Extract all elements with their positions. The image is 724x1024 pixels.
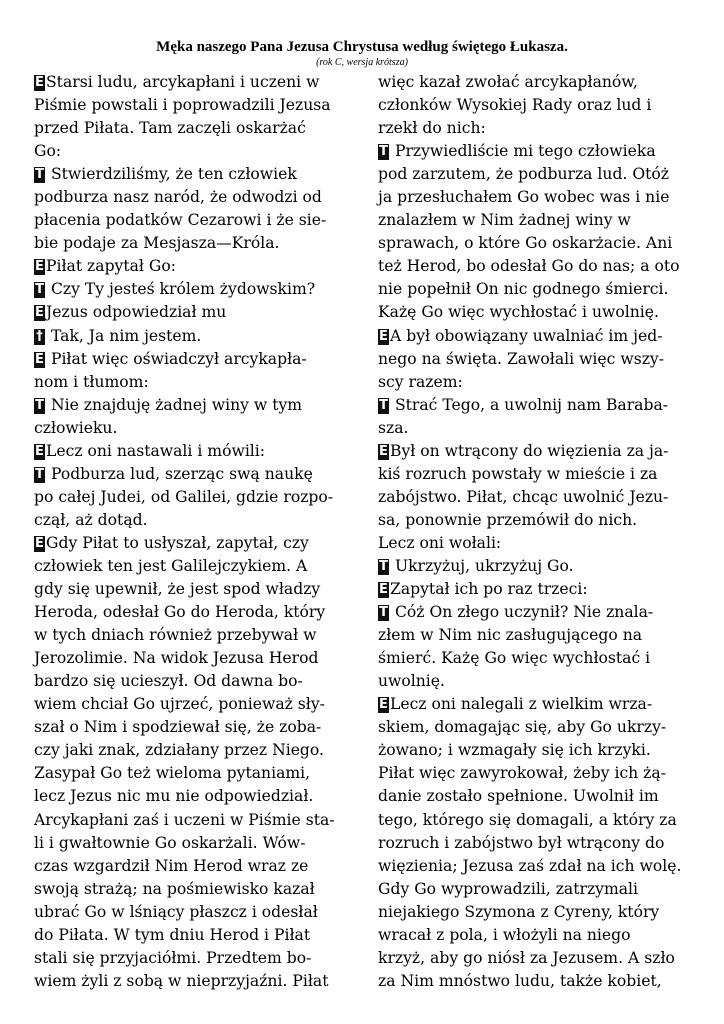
line-text: czy jaki znak, zdziałany przez Niego.	[34, 741, 324, 760]
text-line	[378, 578, 696, 601]
line-text: Lecz oni wołali:	[378, 533, 502, 552]
text-line	[34, 278, 352, 301]
line-text: Zapytał ich po raz trzeci:	[390, 580, 588, 599]
line-text: żowano; i wzmagały się ich krzyki.	[378, 741, 651, 760]
line-text: Tak, Ja nim jestem.	[46, 326, 202, 345]
line-text: Każę Go więc wychłostać i uwolnię.	[378, 303, 659, 322]
text-line	[34, 463, 352, 486]
line-text: Strać Tego, a uwolnij nam Baraba-	[390, 395, 669, 414]
text-line	[34, 670, 352, 693]
text-line	[378, 809, 696, 832]
line-text: wiem chciał Go ujrzeć, ponieważ sły-	[34, 695, 325, 714]
text-line	[378, 71, 696, 94]
text-line	[378, 624, 696, 647]
text-line	[378, 855, 696, 878]
line-text: tego, którego się domagali, a który za	[378, 810, 677, 829]
text-column-right	[378, 71, 696, 993]
line-text: Starsi ludu, arcykapłani i uczeni w	[46, 73, 320, 91]
line-text: więc kazał zwołać arcykapłanów,	[378, 73, 638, 91]
line-text: znalazłem w Nim żadnej winy w	[378, 211, 631, 230]
line-text: wracał z pola, i włożyli na niego	[378, 925, 631, 944]
text-line	[378, 532, 696, 555]
line-text: sza.	[378, 418, 409, 437]
line-text: nego na święta. Zawołali więc wszy-	[378, 349, 664, 368]
text-line	[34, 417, 352, 440]
text-line	[378, 601, 696, 624]
line-text: li i gwałtownie Go oskarżali. Wów-	[34, 833, 306, 852]
line-text: Heroda, odesłał Go do Heroda, który	[34, 603, 326, 622]
text-line	[378, 301, 696, 324]
line-text: ubrać Go w lśniący płaszcz i odesłał	[34, 902, 318, 921]
text-line	[378, 186, 696, 209]
line-text: Cóż On złego uczynił? Nie znala-	[390, 603, 654, 622]
line-text: scy razem:	[378, 372, 463, 391]
text-line	[34, 163, 352, 186]
speaker-marker: E	[379, 443, 388, 459]
speaker-marker: T	[379, 605, 388, 621]
line-text: Piłat zapytał Go:	[46, 257, 177, 276]
speaker-marker: T	[35, 282, 44, 298]
line-text: nom i tłumom:	[34, 372, 149, 391]
speaker-marker: T	[35, 466, 44, 482]
text-line	[34, 785, 352, 808]
text-line	[378, 647, 696, 670]
line-text: Lecz oni nastawali i mówili:	[46, 441, 266, 460]
speaker-marker: T	[379, 144, 388, 160]
speaker-marker: E	[35, 259, 44, 275]
text-line	[34, 486, 352, 509]
line-text: śmierć. Każę Go więc wychłostać i	[378, 649, 651, 668]
text-line	[378, 670, 696, 693]
line-text: czas wzgardził Nim Herod wraz ze	[34, 856, 309, 875]
text-line	[378, 832, 696, 855]
line-text: kiś rozruch powstały w mieście i za	[378, 464, 658, 483]
line-text: swoją strażą; na pośmiewisko kazał	[34, 879, 315, 898]
line-text: bardzo się ucieszył. Od dawna bo-	[34, 672, 303, 691]
line-text: nie popełnił On nic godnego śmierci.	[378, 280, 669, 299]
line-text: czął, aż dotąd.	[34, 510, 148, 529]
text-line	[378, 140, 696, 163]
line-text: Nie znajduję żadnej winy w tym	[46, 395, 303, 414]
line-text: lecz Jezus nic mu nie odpowiedział.	[34, 787, 314, 806]
text-line	[34, 924, 352, 947]
line-text: Piłat więc zawyrokował, żeby ich żą-	[378, 764, 666, 783]
line-text: Podburza lud, szerząc swą naukę	[46, 464, 313, 483]
line-text: przed Piłata. Tam zaczęli oskarżać	[34, 119, 306, 138]
text-line	[34, 601, 352, 624]
line-text: podburza nasz naród, że odwodzi od	[34, 188, 322, 207]
text-line	[378, 486, 696, 509]
line-text: szał o Nim i spodziewał się, że zoba-	[34, 718, 322, 737]
speaker-marker: T	[379, 558, 388, 574]
page-subtitle: (rok C, wersja krótsza)	[316, 57, 408, 68]
line-text: Czy Ty jesteś królem żydowskim?	[46, 280, 316, 299]
line-text: zabójstwo. Piłat, chcąc uwolnić Jezu-	[378, 487, 669, 506]
text-line	[34, 440, 352, 463]
line-text: danie zostało spełnione. Uwolnił im	[378, 787, 659, 806]
text-line	[378, 278, 696, 301]
speaker-marker: E	[35, 443, 44, 459]
text-line	[34, 394, 352, 417]
text-line	[378, 163, 696, 186]
speaker-marker: T	[35, 397, 44, 413]
text-line	[378, 555, 696, 578]
text-line	[378, 716, 696, 739]
line-text: też Herod, bo odesłał Go do nas; a oto	[378, 257, 680, 276]
page-title: Męka naszego Pana Jezusa Chrystusa według świętego Łukasza.	[156, 39, 568, 55]
line-text: Arcykapłani zaś i uczeni w Piśmie sta-	[34, 810, 335, 829]
speaker-marker: T	[379, 397, 388, 413]
text-line	[378, 394, 696, 417]
text-line	[34, 301, 352, 324]
text-line	[378, 348, 696, 371]
text-line	[378, 94, 696, 117]
text-line	[34, 947, 352, 970]
text-line	[34, 255, 352, 278]
line-text: gdy się upewnił, że jest spod władzy	[34, 580, 321, 599]
line-text: Gdy Piłat to usłyszał, zapytał, czy	[46, 533, 309, 552]
text-line	[378, 739, 696, 762]
line-text: Ukrzyżuj, ukrzyżuj Go.	[390, 556, 574, 575]
line-text: płacenia podatków Cezarowi i że sie-	[34, 211, 327, 230]
text-line	[34, 739, 352, 762]
text-line	[378, 417, 696, 440]
speaker-marker: E	[35, 75, 44, 90]
text-line	[34, 325, 352, 348]
line-text: Zasypał Go też wieloma pytaniami,	[34, 764, 311, 783]
text-line	[378, 901, 696, 924]
line-text: Lecz oni nalegali z wielkim wrza-	[390, 695, 653, 714]
speaker-marker: E	[379, 582, 388, 598]
text-line	[378, 762, 696, 785]
text-line	[378, 693, 696, 716]
text-line	[34, 94, 352, 117]
text-line	[34, 232, 352, 255]
speaker-marker: E	[35, 351, 44, 367]
line-text: sprawach, o które Go oskarżacie. Ani	[378, 234, 673, 253]
text-line	[378, 509, 696, 532]
text-line	[34, 348, 352, 371]
text-line	[378, 440, 696, 463]
speaker-marker: T	[35, 167, 44, 183]
text-line	[34, 117, 352, 140]
text-column-left	[34, 71, 352, 993]
line-text: człowiek ten jest Galilejczykiem. A	[34, 556, 308, 575]
line-text: złem w Nim nic zasługującego na	[378, 626, 643, 645]
line-text: Piśmie powstali i poprowadzili Jezusa	[34, 96, 331, 115]
line-text: wiem żyli z sobą w nieprzyjaźni. Piłat	[34, 971, 329, 990]
line-text: niejakiego Szymona z Cyreny, który	[378, 902, 660, 921]
speaker-marker: E	[35, 535, 44, 551]
text-line	[34, 693, 352, 716]
line-text: członków Wysokiej Rady oraz lud i	[378, 96, 652, 115]
text-line	[34, 970, 352, 993]
text-line	[34, 509, 352, 532]
text-line	[378, 232, 696, 255]
line-text: do Piłata. W tym dniu Herod i Piłat	[34, 925, 311, 944]
line-text: Jerozolimie. Na widok Jezusa Herod	[34, 649, 319, 668]
text-line	[34, 578, 352, 601]
line-text: Piłat więc oświadczył arcykapła-	[46, 349, 307, 368]
text-line	[34, 901, 352, 924]
line-text: rzekł do nich:	[378, 119, 486, 138]
line-text: sa, ponownie przemówił do nich.	[378, 510, 638, 529]
text-line	[34, 624, 352, 647]
line-text: Przywiedliście mi tego człowieka	[390, 142, 656, 161]
text-line	[34, 532, 352, 555]
text-line	[378, 463, 696, 486]
line-text: po całej Judei, od Galilei, gdzie rozpo-	[34, 487, 334, 506]
text-line	[378, 970, 696, 993]
line-text: pod zarzutem, że podburza lud. Otóż	[378, 165, 670, 184]
line-text: więzienia; Jezusa zaś zdał na ich wolę.	[378, 856, 682, 875]
text-line	[34, 762, 352, 785]
text-line	[378, 117, 696, 140]
text-line	[34, 647, 352, 670]
line-text: A był obowiązany uwalniać im jed-	[390, 326, 663, 345]
text-line	[34, 140, 352, 163]
line-text: ja przesłuchałem Go wobec was i nie	[378, 188, 670, 207]
line-text: w tych dniach również przebywał w	[34, 626, 317, 645]
text-line	[378, 209, 696, 232]
text-line	[378, 947, 696, 970]
line-text: skiem, domagając się, aby Go ukrzy-	[378, 718, 667, 737]
line-text: Był on wtrącony do więzienia za ja-	[390, 441, 669, 460]
line-text: Jezus odpowiedział mu	[46, 303, 227, 322]
speaker-marker: E	[379, 328, 388, 344]
text-line	[34, 855, 352, 878]
speaker-marker: E	[379, 697, 388, 713]
line-text: Gdy Go wyprowadzili, zatrzymali	[378, 879, 639, 898]
text-line	[34, 832, 352, 855]
text-line	[34, 71, 352, 94]
text-line	[34, 555, 352, 578]
text-line	[34, 716, 352, 739]
text-line	[378, 924, 696, 947]
line-text: człowieku.	[34, 418, 118, 437]
text-line	[34, 878, 352, 901]
line-text: stali się przyjaciółmi. Przedtem bo-	[34, 948, 312, 967]
text-line	[378, 255, 696, 278]
line-text: Go:	[34, 142, 62, 161]
line-text: bie podaje za Mesjasza—Króla.	[34, 234, 280, 253]
text-line	[378, 371, 696, 394]
line-text: krzyż, aby go niósł za Jezusem. A szło	[378, 948, 675, 967]
speaker-marker: †	[34, 329, 45, 345]
line-text: uwolnię.	[378, 672, 445, 691]
text-line	[34, 186, 352, 209]
text-line	[378, 325, 696, 348]
line-text: rozruch i zabójstwo był wtrącony do	[378, 833, 665, 852]
text-line	[378, 785, 696, 808]
text-line	[34, 371, 352, 394]
line-text: Stwierdziliśmy, że ten człowiek	[46, 165, 297, 184]
text-line	[34, 209, 352, 232]
speaker-marker: E	[35, 305, 44, 321]
text-line	[34, 809, 352, 832]
text-line	[378, 878, 696, 901]
line-text: za Nim mnóstwo ludu, także kobiet,	[378, 971, 662, 990]
